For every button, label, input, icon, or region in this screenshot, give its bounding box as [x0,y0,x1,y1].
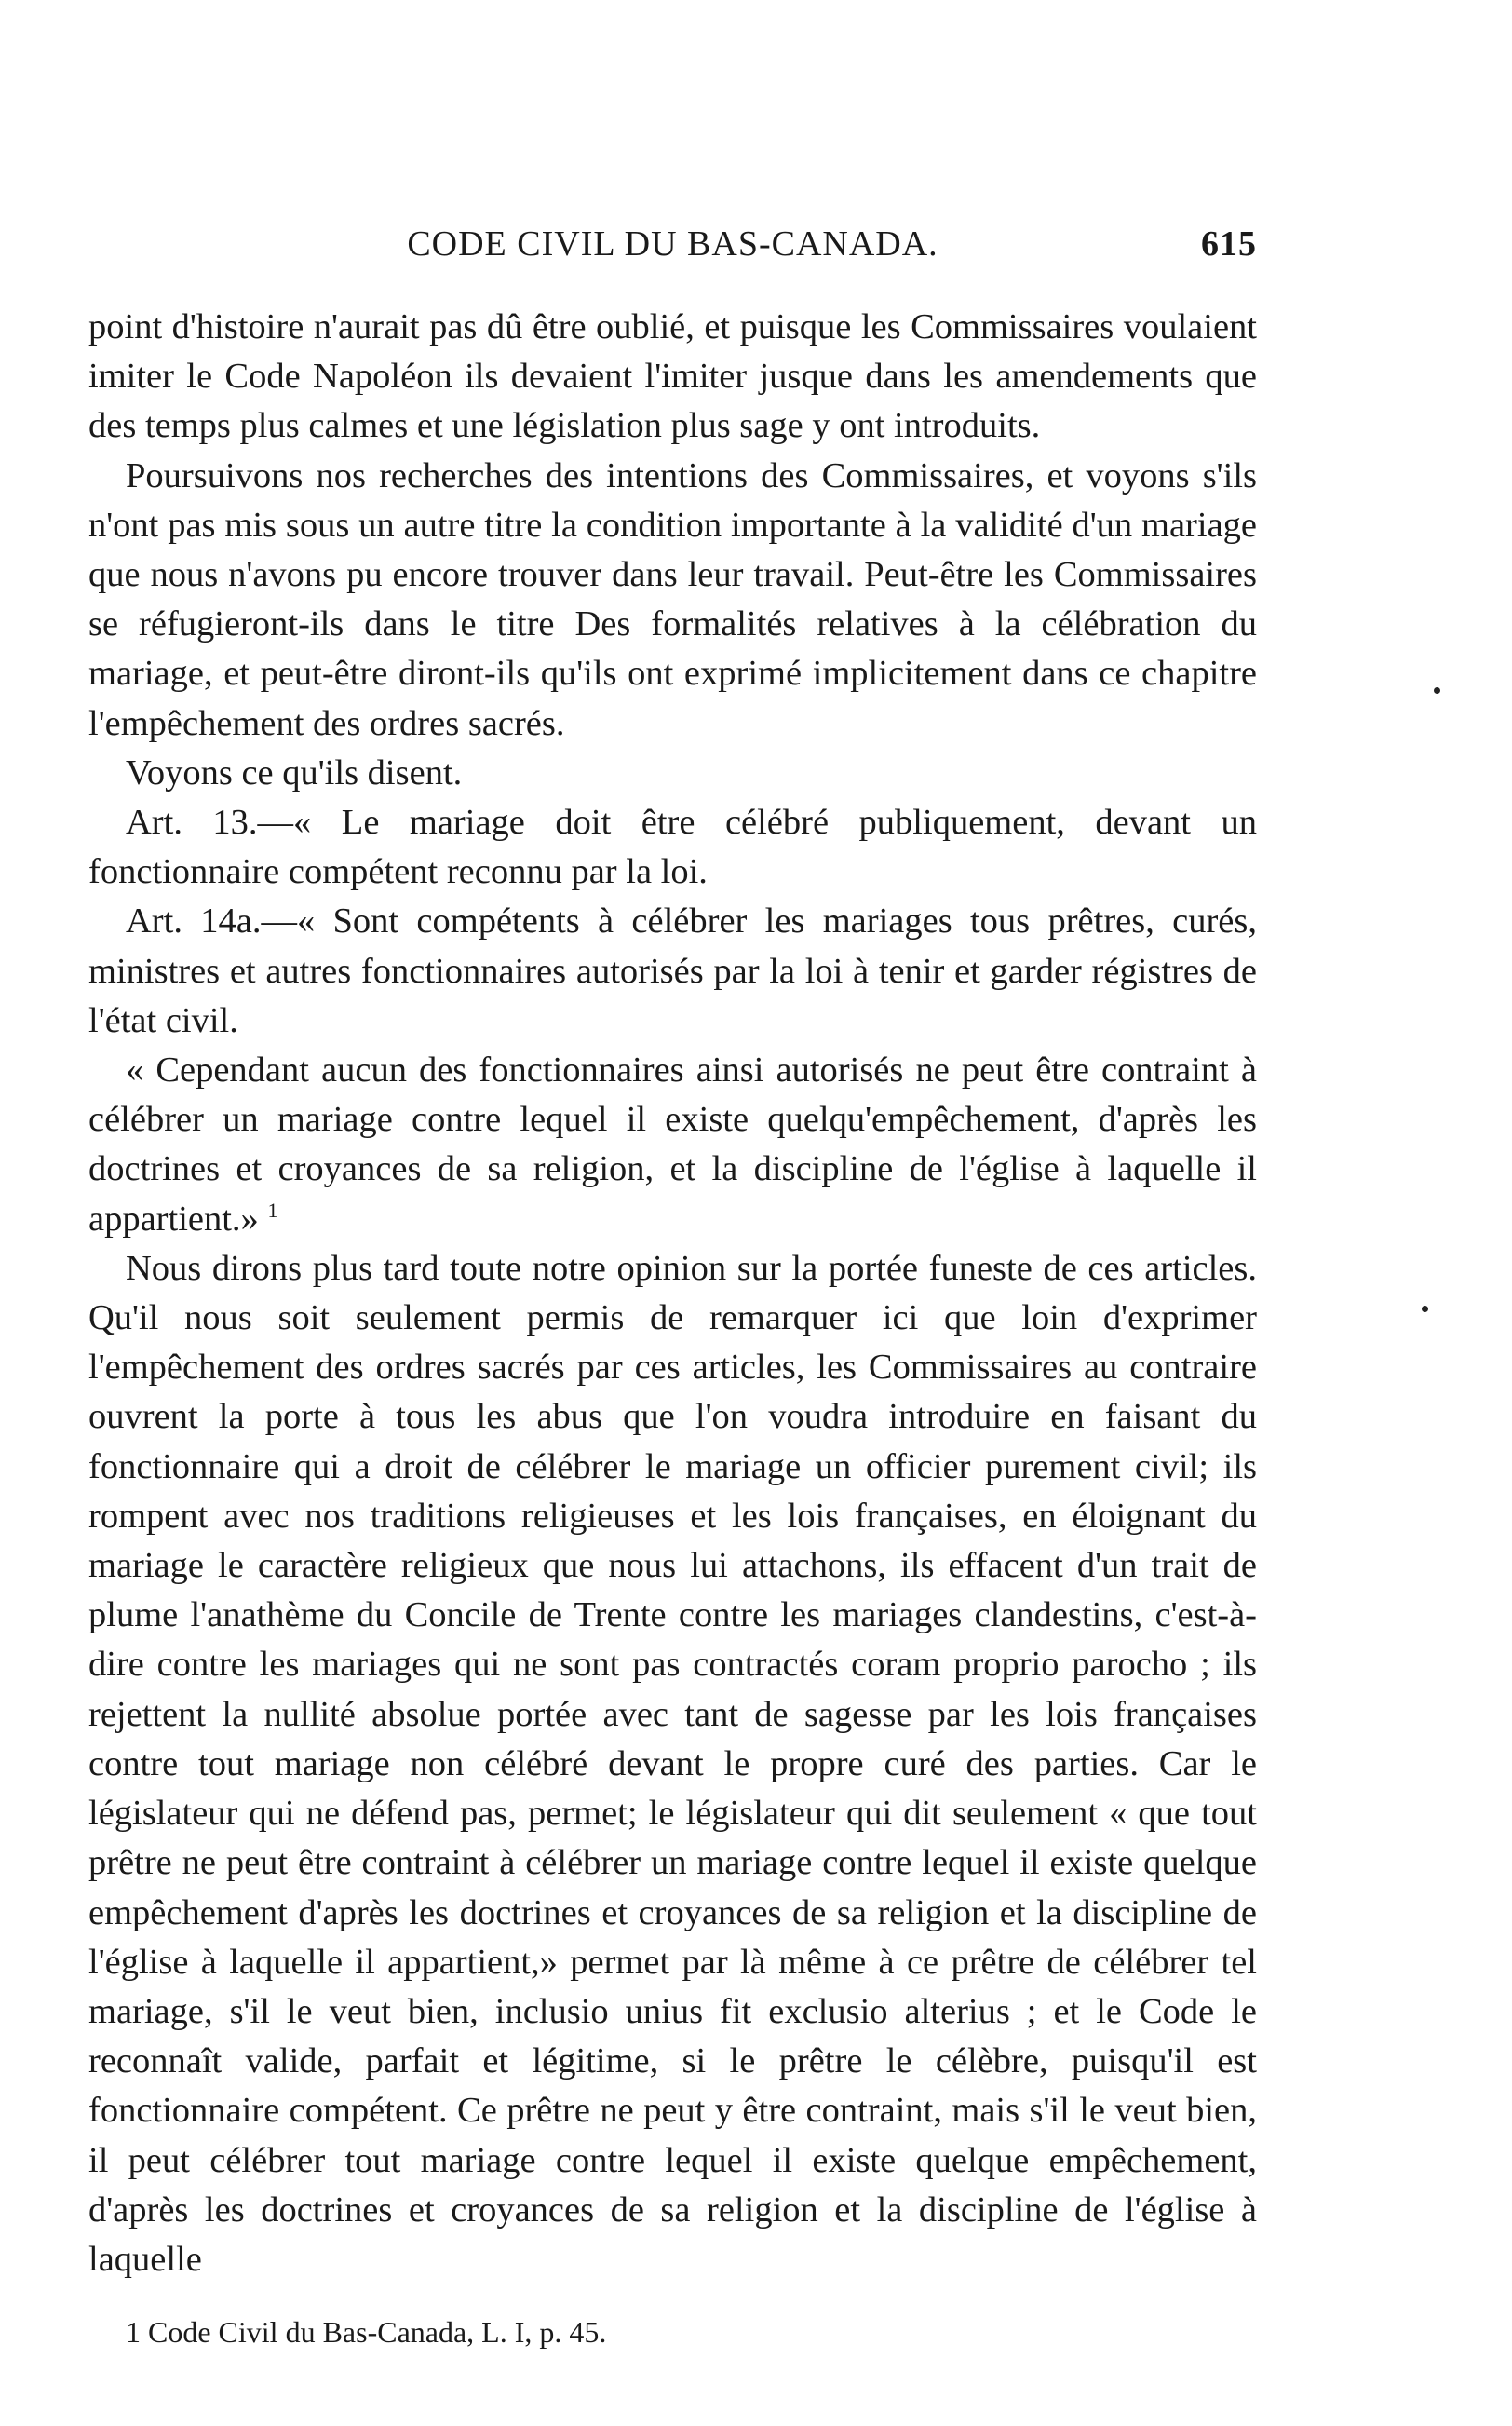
quote-text: « Cependant aucun des fonctionnaires ainsi autorisés ne peut être contraint à célébrer un mariage contre lequel il existe quelqu'empêchement, d'après les doctrines et croyances de sa religion, et la discipline de l'église à laquelle il appartient.» [88,1050,1257,1239]
paragraph-quote [88,1046,1257,1244]
footnote-text: Code Civil du Bas-Canada, L. I, p. 45. [148,2315,607,2350]
running-head [88,224,1257,279]
margin-dot-upper [1434,687,1440,694]
footnote-ref: 1 [267,1198,278,1222]
body-text [88,303,1257,2284]
margin-dot-lower [1422,1306,1428,1312]
paragraph-art-14a: Art. 14a.—« Sont compétents à célébrer les mariages tous prêtres, curés, ministres et autres fonctionnaires autorisés par la loi à tenir et garder régistres de l'état civil. [88,901,1257,1040]
paragraph-7: Nous dirons plus tard toute notre opinion sur la portée funeste de ces articles. Qu'il nous soit seulement permis de remarquer ici que loin d'exprimer l'empêchement des ordres sacrés par ces articles, les Commissaires au contraire ouvrent la porte à tous les abus que l'on voudra introduire en faisant du fonctionnaire qui a droit de célébrer le mariage un officier purement civil; ils rompent avec nos traditions religieuses et les lois françaises, en éloignant du mariage le caractère religieux que nous lui attachons, ils effacent d'un trait de plume l'anathème du Concile de Trente contre les mariages clandestins, c'est-à-dire contre les mariages qui ne sont pas contractés coram proprio parocho ; ils rejettent la nullité absolue portée avec tant de sagesse par les lois françaises contre tout mariage non célébré devant le propre curé des parties. Car le législateur qui ne défend pas, permet; le législateur qui dit seulement « que tout prêtre ne peut être contraint à célébrer un mariage contre lequel il existe quelque empêchement d'après les doctrines et croyances de sa religion et la discipline de l'église à laquelle il appartient,» permet par là même à ce prêtre de célébrer tel mariage, s'il le veut bien, inclusio unius fit exclusio alterius ; et le Code le reconnaît valide, parfait et légitime, si le prêtre le célèbre, puisqu'il est fonctionnaire compétent. Ce prêtre ne peut y être contraint, mais s'il le veut bien, il peut célébrer tout mariage contre lequel il existe quelque empêchement, d'après les doctrines et croyances de sa religion et la discipline de l'église à laquelle [88,1248,1257,2279]
paragraph-2: Poursuivons nos recherches des intentions des Commissaires, et voyons s'ils n'ont pas mis sous un autre titre la condition importante à la validité d'un mariage que nous n'avons pu encore trouver dans leur travail. Peut-être les Commissaires se réfugieront-ils dans le titre Des formalités relatives à la célébration du mariage, et peut-être diront-ils qu'ils ont exprimé implicitement dans ce chapitre l'empêchement des ordres sacrés. [88,455,1257,743]
footnote [88,2312,1257,2351]
paragraph-art-13: Art. 13.—« Le mariage doit être célébré publiquement, devant un fonctionnaire compétent reconnu par la loi. [88,803,1257,892]
paragraph-3: Voyons ce qu'ils disent. [126,752,463,793]
page [88,224,1257,2351]
running-title: CODE CIVIL DU BAS-CANADA. [407,224,938,264]
page-number: 615 [1201,224,1257,264]
footnote-marker: 1 [126,2315,141,2350]
paragraph-1: point d'histoire n'aurait pas dû être oublié, et puisque les Commissaires voulaient imiter le Code Napoléon ils devaient l'imiter jusque dans les amendements que des temps plus calmes et une législation plus sage y ont introduits. [88,307,1257,446]
